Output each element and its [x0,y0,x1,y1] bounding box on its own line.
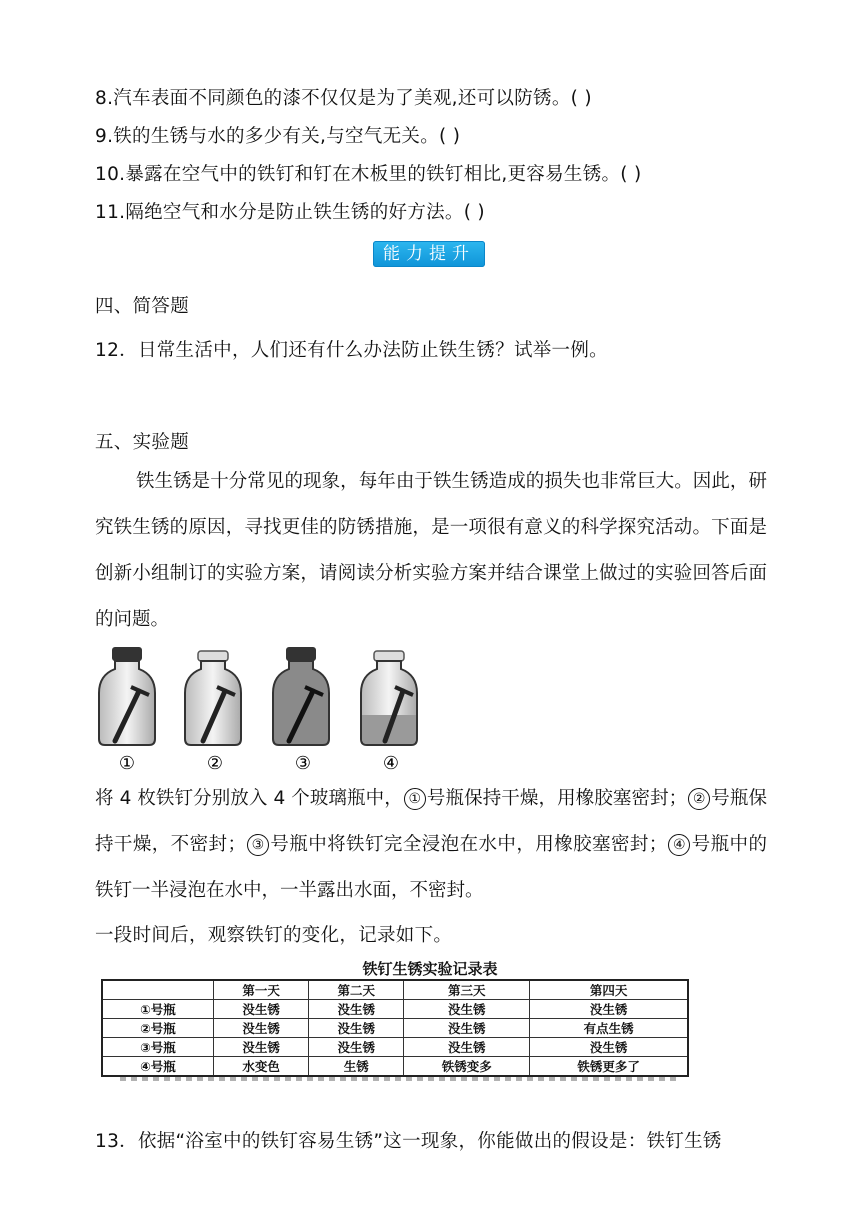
table-row: ①号瓶 没生锈 没生锈 没生锈 没生锈 [102,1000,688,1019]
bottles-illustration [95,645,435,775]
judgement-11: 11.隔绝空气和水分是防止铁生锈的好方法。( ) [95,202,485,223]
table-title: 铁钉生锈实验记录表 [362,960,498,978]
record-table [101,979,689,1077]
table-header-row: 第一天 第二天 第三天 第四天 [102,980,688,1000]
bottle-2 [185,651,241,745]
table-row: ③号瓶 没生锈 没生锈 没生锈 没生锈 [102,1038,688,1057]
table-row: ④号瓶 水变色 生锈 铁锈变多 铁锈更多了 [102,1057,688,1077]
judgement-8: 8.汽车表面不同颜色的漆不仅仅是为了美观,还可以防锈。( ) [95,88,592,109]
section5-title: 五、实验题 [95,432,190,453]
observe-text: 一段时间后，观察铁钉的变化，记录如下。 [95,925,453,946]
ability-badge: 能力提升 [373,241,485,267]
question-13: 13．依据“浴室中的铁钉容易生锈”这一现象，你能做出的假设是：铁钉生锈 [95,1131,722,1152]
bottle-label-3: ③ [294,753,312,774]
bottle-label-4: ④ [382,753,400,774]
cut-off-text [120,1077,680,1081]
section4-title: 四、简答题 [95,296,190,317]
question-12: 12．日常生活中，人们还有什么办法防止铁生锈？试举一例。 [95,340,608,361]
bottle-label-2: ② [206,753,224,774]
judgement-9: 9.铁的生锈与水的多少有关,与空气无关。( ) [95,126,461,147]
table-row: ②号瓶 没生锈 没生锈 没生锈 有点生锈 [102,1019,688,1038]
bottle-4 [361,651,417,745]
bottle-label-1: ① [118,753,136,774]
bottle-1 [99,647,155,745]
judgement-10: 10.暴露在空气中的铁钉和钉在木板里的铁钉相比,更容易生锈。( ) [95,164,642,185]
experiment-method: 将 4 枚铁钉分别放入 4 个玻璃瓶中， ① 号瓶保持干燥，用橡胶塞密封； ② 号瓶保持干燥，不密封； ③ 号瓶中将铁钉完全浸泡在水中，用橡胶塞密封； ④ 号瓶中的铁钉一半浸泡在水中，一半露出水面，不密封。 [95,788,767,901]
experiment-intro: 铁生锈是十分常见的现象，每年由于铁生锈造成的损失也非常巨大。因此，研究铁生锈的原因，寻找更佳的防锈措施，是一项很有意义的科学探究活动。下面是创新小组制订的实验方案，请阅读分析实验方案并结合课堂上做过的实验回答后面的问题。 [95,471,767,630]
bottle-3 [273,647,329,745]
